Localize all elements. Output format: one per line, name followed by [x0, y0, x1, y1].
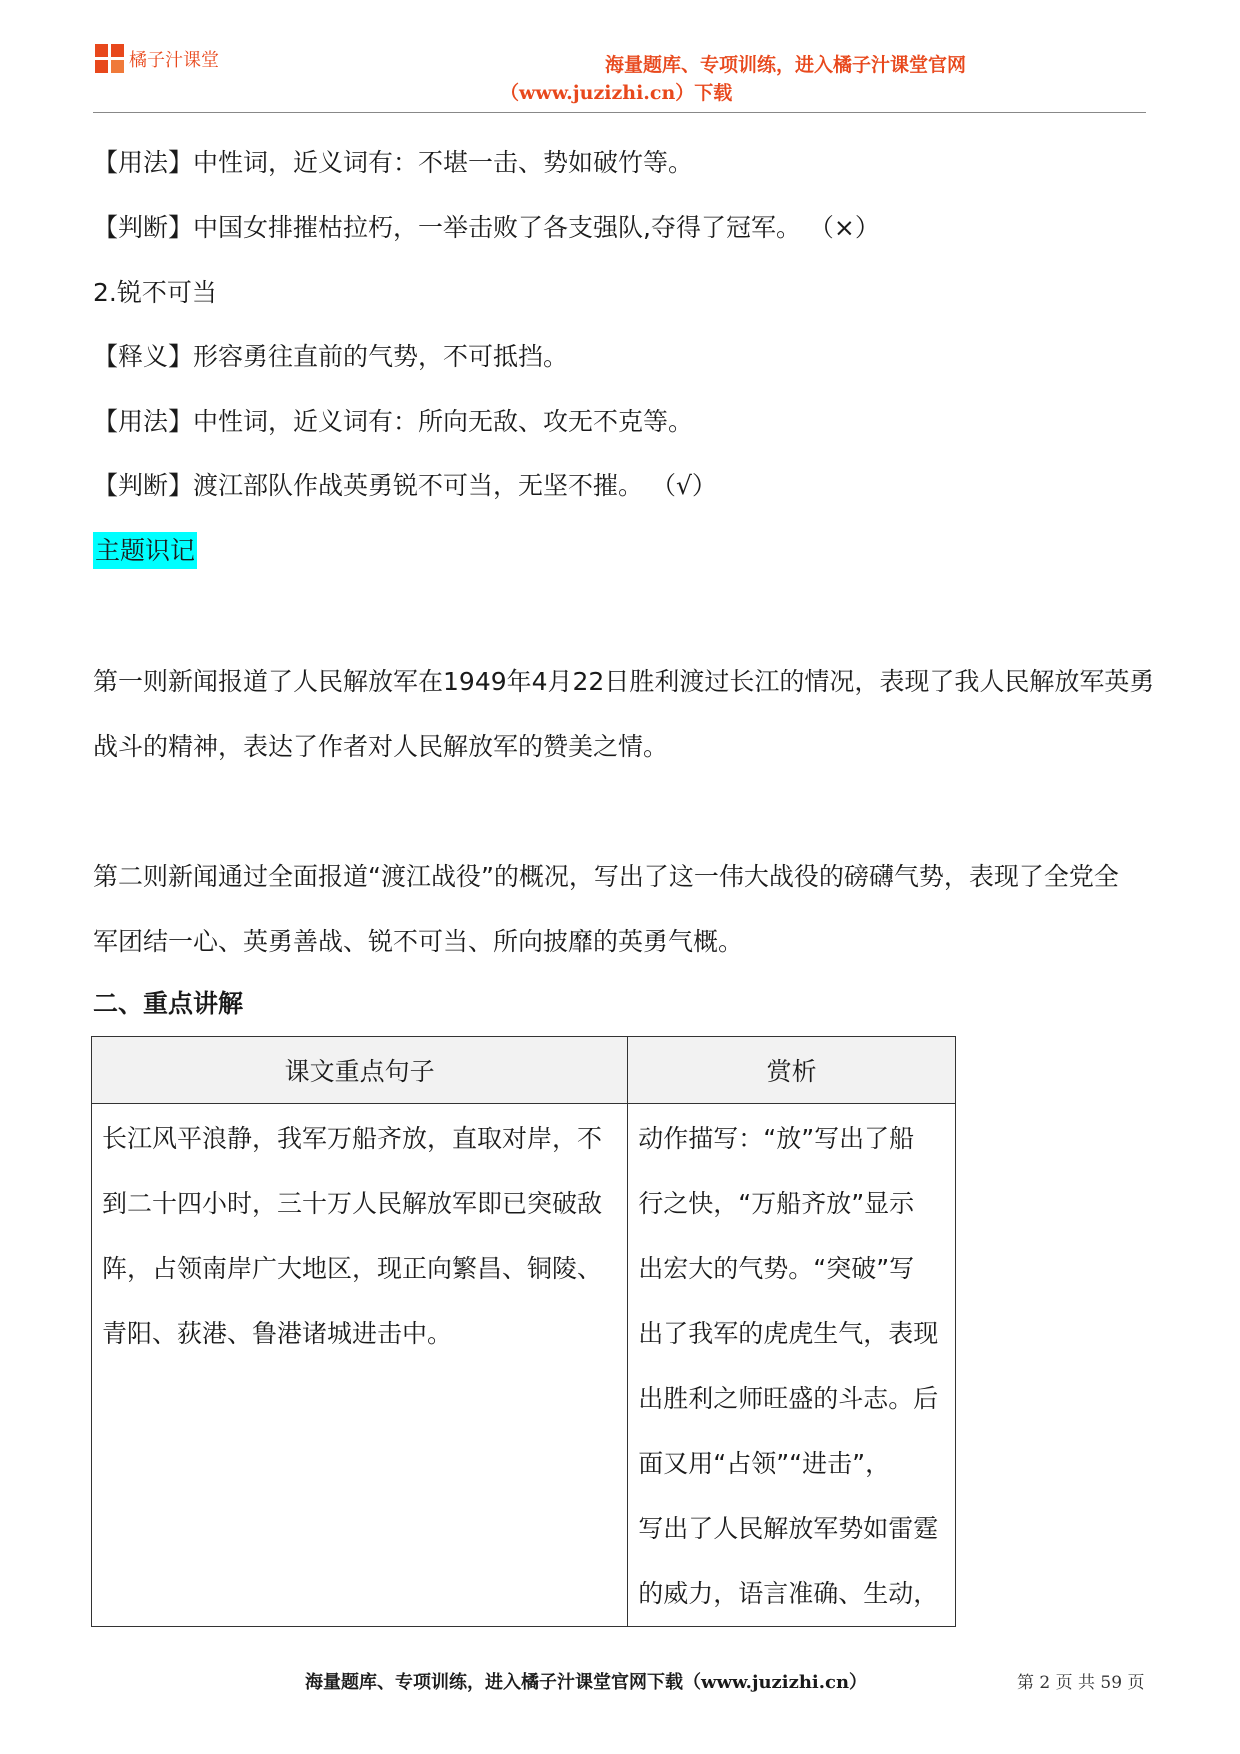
paragraph-2-line-2: 军团结一心、英勇善战、锐不可当、所向披靡的英勇气概。	[93, 927, 744, 956]
idiom-title: 2.锐不可当	[93, 278, 217, 307]
usage-line-1: 【用法】中性词，近义词有：不堪一击、势如破竹等。	[93, 148, 694, 177]
analysis-line: 出了我军的虎虎生气，表现	[638, 1319, 939, 1348]
logo-icon	[95, 44, 125, 74]
analysis-line: 出宏大的气势。“突破”写	[638, 1254, 915, 1283]
table-header-analysis: 赏析	[628, 1037, 956, 1104]
logo-text: 橘子汁课堂	[129, 50, 219, 71]
header-slogan: 海量题库、专项训练，进入橘子汁课堂官网	[605, 54, 967, 76]
header-divider	[93, 112, 1146, 113]
judgment-line-2: 【判断】渡江部队作战英勇锐不可当，无坚不摧。 （√）	[93, 471, 717, 500]
paragraph-1-line-1: 第一则新闻报道了人民解放军在1949年4月22日胜利渡过长江的情况，表现了我人民解放军英勇	[93, 667, 1155, 696]
key-points-table	[91, 1036, 956, 1627]
theme-heading-highlight: 主题识记	[93, 532, 197, 569]
sentence-line: 长江风平浪静，我军万船齐放，直取对岸，不	[102, 1124, 603, 1153]
sentence-cell	[92, 1104, 628, 1627]
sentence-line: 青阳、荻港、鲁港诸城进击中。	[102, 1319, 453, 1348]
judgment-line-1: 【判断】中国女排摧枯拉朽，一举击败了各支强队,夺得了冠军。 （×）	[93, 213, 880, 242]
sentence-line: 到二十四小时，三十万人民解放军即已突破敌	[102, 1189, 603, 1218]
usage-line-2: 【用法】中性词，近义词有：所向无敌、攻无不克等。	[93, 407, 694, 436]
section-title: 二、重点讲解	[93, 989, 244, 1018]
analysis-line: 行之快，“万船齐放”显示	[638, 1189, 915, 1218]
footer-slogan: 海量题库、专项训练，进入橘子汁课堂官网下载（www.juzizhi.cn）	[305, 1672, 868, 1693]
sentence-line: 阵，占领南岸广大地区，现正向繁昌、铜陵、	[102, 1254, 603, 1283]
theme-heading	[93, 534, 197, 568]
table-header-row	[92, 1037, 956, 1104]
analysis-line: 动作描写：“放”写出了船	[638, 1124, 915, 1153]
header-website: （www.juzizhi.cn）下载	[500, 82, 733, 104]
definition-line: 【释义】形容勇往直前的气势，不可抵挡。	[93, 342, 569, 371]
logo	[95, 44, 219, 74]
table-row	[92, 1104, 956, 1627]
analysis-line: 出胜利之师旺盛的斗志。后	[638, 1384, 939, 1413]
analysis-cell	[628, 1104, 956, 1627]
paragraph-1-line-2: 战斗的精神，表达了作者对人民解放军的赞美之情。	[93, 732, 669, 761]
paragraph-2-line-1: 第二则新闻通过全面报道“渡江战役”的概况，写出了这一伟大战役的磅礴气势，表现了全党全	[93, 862, 1119, 891]
table-header-sentence: 课文重点句子	[92, 1037, 628, 1104]
analysis-line: 面又用“占领”“进击”，	[638, 1449, 891, 1478]
page-number: 第 2 页 共 59 页	[1017, 1673, 1145, 1693]
analysis-line: 的威力，语言准确、生动，	[638, 1579, 939, 1608]
analysis-line: 写出了人民解放军势如雷霆	[638, 1514, 939, 1543]
